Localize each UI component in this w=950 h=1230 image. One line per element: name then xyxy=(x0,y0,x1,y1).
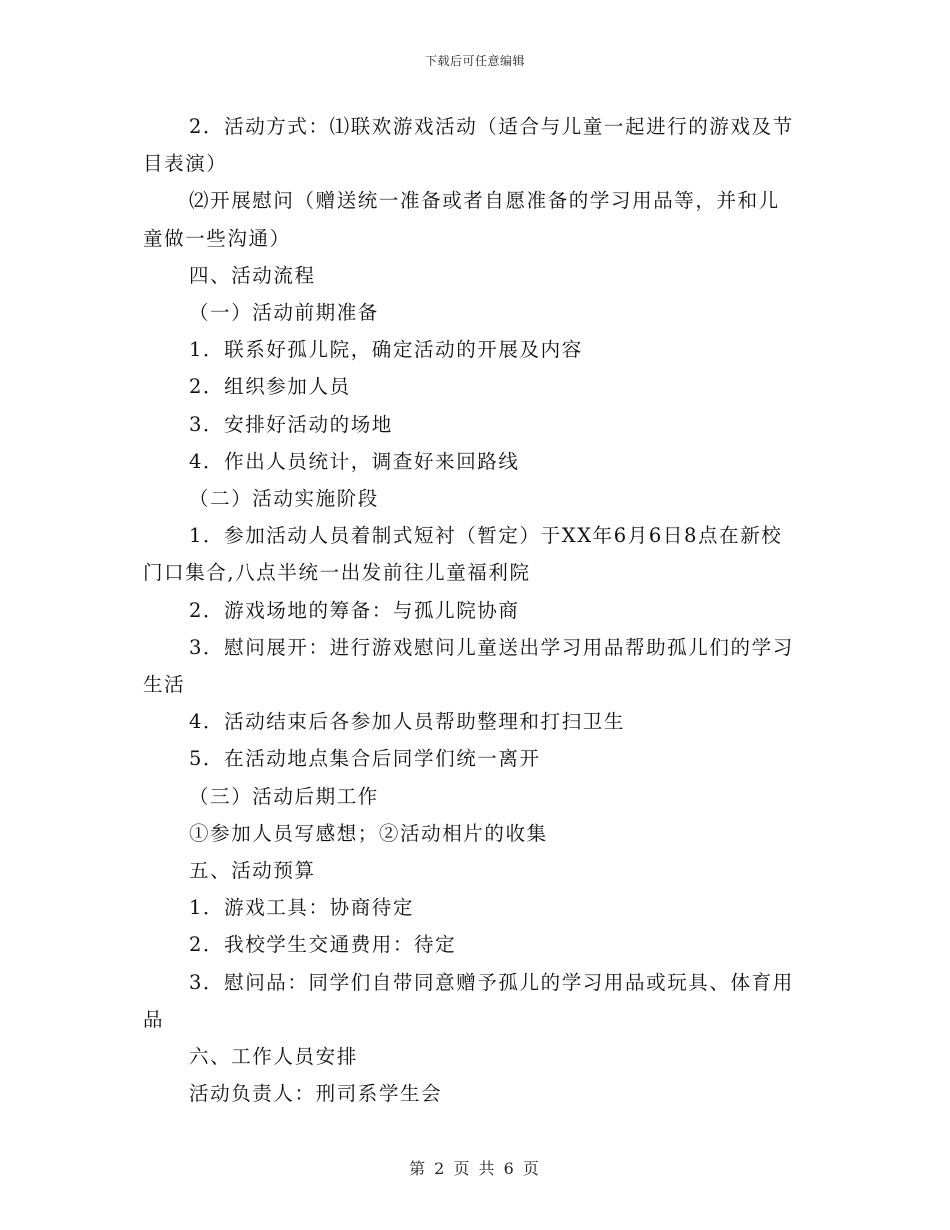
text-line: 1．联系好孤儿院，确定活动的开展及内容 xyxy=(189,338,583,362)
text-line: 生活 xyxy=(143,673,186,697)
text-line: 1．游戏工具：协商待定 xyxy=(189,896,415,920)
document-body xyxy=(143,108,810,1112)
text-line: 目表演） xyxy=(143,152,228,176)
text-line: 童做一些沟通） xyxy=(143,226,291,250)
text-line: 2．游戏场地的筹备：与孤儿院协商 xyxy=(189,598,520,622)
text-line: （一）活动前期准备 xyxy=(189,301,379,325)
text-line: 六、工作人员安排 xyxy=(189,1045,358,1069)
page-footer: 第 2 页 共 6 页 xyxy=(409,1159,541,1178)
text-line: 3．慰问品：同学们自带同意赠予孤儿的学习用品或玩具、体育用 xyxy=(189,970,794,994)
text-line: 3．慰问展开：进行游戏慰问儿童送出学习用品帮助孤儿们的学习 xyxy=(189,635,794,659)
text-line: （三）活动后期工作 xyxy=(189,784,379,808)
text-line: （二）活动实施阶段 xyxy=(189,487,379,511)
text-line: 2．活动方式：⑴联欢游戏活动（适合与儿童一起进行的游戏及节 xyxy=(189,115,794,138)
text-line: 4．活动结束后各参加人员帮助整理和打扫卫生 xyxy=(189,710,626,734)
text-line: 4．作出人员统计，调查好来回路线 xyxy=(189,449,520,473)
text-line: 五、活动预算 xyxy=(189,859,316,883)
text-line: ⑵开展慰问（赠送统一准备或者自愿准备的学习用品等，并和儿 xyxy=(189,189,780,213)
text-line: 2．我校学生交通费用：待定 xyxy=(189,933,457,957)
text-line: ①参加人员写感想；②活动相片的收集 xyxy=(189,821,548,845)
text-line: 5．在活动地点集合后同学们统一离开 xyxy=(189,747,541,771)
text-line: 四、活动流程 xyxy=(189,263,316,287)
text-line: 品 xyxy=(143,1007,165,1031)
text-line: 活动负责人：刑司系学生会 xyxy=(189,1082,443,1106)
text-line: 门口集合,八点半统一出发前往儿童福利院 xyxy=(143,561,531,585)
text-line: 1．参加活动人员着制式短衬（暂定）于XX年6月6日8点在新校 xyxy=(189,524,783,548)
text-line: 3．安排好活动的场地 xyxy=(189,412,393,436)
text-line: 2．组织参加人员 xyxy=(189,375,351,399)
page-header: 下载后可任意编辑 xyxy=(424,54,525,68)
